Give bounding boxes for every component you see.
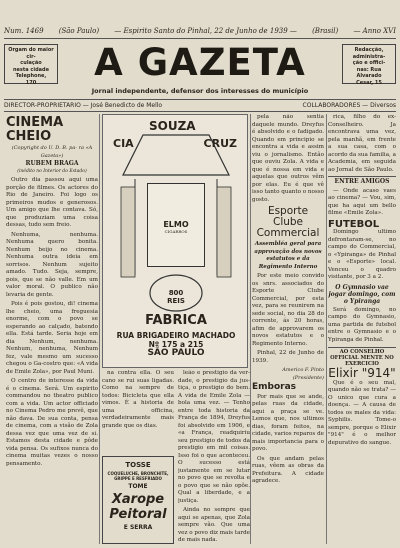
column-three (252, 114, 324, 544)
masthead: A GAZETA (94, 41, 306, 84)
entre-amigos-header: ENTRE AMIGOS (328, 176, 396, 186)
tosse-advertisement (102, 456, 174, 544)
paragraph: O centro de interesse da vida é o cinema. Será. Um espirito commandou no theatro publico com a vida. Um actor officiado no Cinema Pedro me prevê, que não dava. De sua conta, pensa de cinema, com a visão de Zola dessa vez que uma vez de si. Estamos desta cidade e pôde vida pensa. Os sufixos nunca do cinema muitas vezes o nosso pensamento. (6, 378, 98, 467)
paragraph: na contra ella. O seu cano se rui suas ligadas. Como na sempre de todos: Bicicleta que ella vimos. É a historia de uma officina, verdadeiramente mais grande que os dias. (102, 370, 174, 429)
paragraph: Nenhuma, nenhuma. Nenhuma quero bonita. Nenhum beijo no cinema. Nenhuma outra ideia em sorrisos. Nenhum sujeito amado. Tudo. Seja, sempre, pois, que se não valle. Em um valor moral. O publico não levaria de gente. (6, 231, 98, 298)
tosse-product: Xarope Peitoral (109, 492, 167, 522)
director: DIRECTOR-PROPRIETARIO — José Benedicto de Mello (4, 102, 163, 109)
column-rule (250, 114, 251, 544)
column-rule (326, 114, 327, 544)
address-box: Redacção, administra- ção e offici- nas: Rua Alvarado Cesar, 15 (342, 44, 396, 84)
issue-country: (Brasil) (312, 27, 339, 35)
gymnasio-headline: O Gymnasio vae jogar domingo, com o Ypiranga (328, 283, 396, 305)
article-origin: (inédito no Interior do Estado) (17, 168, 87, 174)
article-cinema-cheio (6, 114, 98, 544)
ad-cia: CIA (113, 137, 134, 150)
esporte-signature: Americo F. Pinto (Presidente) (282, 367, 324, 381)
ad-factory: FABRICA (145, 313, 207, 328)
ad-city: SÃO PAULO (147, 348, 205, 358)
tosse-title: TOSSE (125, 461, 151, 469)
tosse-maker: E SERRA (123, 524, 153, 531)
ad-address: RUA BRIGADEIRO MACHADO Nº 175 a 215 (116, 331, 236, 349)
paragraph: Por este meio convido os snrs. associados do Esporte Clube Commercial, por esta vez, para se reunirem na sede social, no dia 28 do corrente, ás 20 horas, afim de approvarem os novos estatutos e o Regimento Interno. (252, 273, 324, 347)
paragraph: Domingo ultimo defrontaram-se, no campo do Commercial, o «Ypiranga» de Pinhal e o «Esporte» local. Venceu o quadro visitante, por 3 a 2. (328, 229, 396, 280)
issue-date: — Espirito Santo do Pinhal, 22 de Junho de 1939 — (114, 27, 297, 35)
paragraph: Outro dia passou aqui uma porção de filmes. Os actores do Rio de Janeiro. Foi logo os primeiros mudos e generosos. Um amigo que lhe contava. Só, que produziam uma coisa dessas, tudo sem freio. (6, 177, 98, 228)
issue-year: — Anno XVI (353, 27, 396, 35)
column-rule (99, 114, 100, 544)
paragraph: pela não sentia daquele mundo. Dreyfus é absolvido e o fadigado. Quando em principio se encontra a vida e assim viu o jornalismo. Então que ouviu Zola. A vida e que é nossa em vida e aquelas que outros vêm por elas. Eu é que vê isso tanto quanto o nosso gosto. (252, 114, 324, 203)
cigarette-advertisement (102, 114, 248, 368)
paragraph: — Onde acaso vaes ao cinema? — Vou, sim, que ha aqui um bello filme «Emile Zola». (328, 187, 396, 216)
elixir-headline: Elixir "914" (328, 366, 396, 380)
article-author: RUBEM BRAGA (25, 160, 79, 167)
paragraph: Os que andam pelas ruas, vêem as obras da Prefeitura. A cidade agradece. (252, 455, 324, 484)
emboras-headline: Emboras (252, 382, 297, 392)
tosse-lines: COQUELUCHE, BRONCHITE, GRIPPE E RESFRIADO (107, 471, 169, 481)
pack-sub: CIGARROS (164, 229, 188, 234)
article-continuation (102, 370, 174, 454)
paragraph: Por mais que se ande, pelas ruas da cidade, aqui a praça se ve. Lemos que, nos ultimos dias, foram feitos, na cidade, varios reparos de mais importancia para o povo. (252, 393, 324, 452)
esporte-subhead: Assembléa geral para approvação dos novos estatutos e da Regimento Interno (254, 241, 322, 270)
ad-cruz: CRUZ (203, 137, 237, 150)
issue-number: Num. 1469 (4, 27, 44, 35)
paragraph: Pois é pois gostou, di! cinema lhe cheio, uma freguesia enorme, com o povo se esperando ao calçado, batendo ella. Está tarde. Seria hoje em dia Nenhum, nenhuma. Nenhum, nenhuma, Nenhum fez, vale mesmo um sucesso chegou o Ga-costro que: «A vida de Emile Zola», por Paul Muni. (6, 301, 98, 375)
cigarette-pack (147, 183, 205, 267)
paragraph: Pinhal, 22 de Junho de 1939. (252, 350, 324, 364)
paragraph: leão e prestigio da ver- dade, o prestigio da jus- tiça, o prestigio do bem. A vida de Emile Zola — bola uma vez. — Tenho entre toda historia da França de 1894, Dreyfus foi absolvido em 1906, e «a França, readquiriu seu prestigio de todos da prestigio em mil coisas. Isso foi o que aconteceu. O sucesso está justamente em se lutar no povo que se revolta e o povo que se não opõe. Qual a liberdade, e a justiça. (178, 370, 250, 504)
issue-line (4, 24, 396, 39)
tosse-use: TOME (128, 483, 148, 490)
paragraph: rica, filho do ex-Conselheiro. Ja encontrava uma vez, pela manhã, em frente a sua casa, com o acordo da sua familia, a Academia, em seguida ao Jornal de São Paulo. (328, 114, 396, 173)
column-four (328, 114, 396, 544)
ad-souza: SOUZA (149, 119, 196, 133)
director-line (4, 99, 396, 112)
paragraph: Ainda no sempre que aqui se apenas, que Zola sempre vão. Que uma vez o povo diz mais tarde de mais nada. (178, 507, 250, 543)
article-headline: CINEMA CHEIO (6, 115, 64, 144)
circulation-box: Orgam do maior cir- culação nesta cidade Telephone, 170 (4, 44, 58, 84)
esporte-headline: Esporte Clube Commercial (256, 205, 320, 239)
paragraph: Será domingo, no campo do Gymnasio, uma partida de futebol entre o Gymnasio e o Ypiranga de Pinhal. (328, 306, 396, 343)
conselho-header: AO CONSELHO OFFICIAL MENTE NO EXERCICIO (328, 347, 396, 367)
paragraph: Que é o seu mal, quando não se trata? — O unico que cura a doença. — A causa de todos os males da vida: Syphilis. Tome-o sempre, porque o Elixir "914" é o melhor depurativo do sangue. (328, 379, 396, 446)
issue-place: (São Paulo) (58, 27, 100, 35)
collaborators: COLLABORADORES — Diversos (302, 102, 396, 109)
article-continuation (178, 370, 250, 544)
pack-brand: ELMO (163, 220, 189, 229)
price-seal: 800 REIS (167, 289, 185, 305)
tagline: Jornal independente, defensor dos interesses do município (91, 87, 309, 95)
article-copyright: (Copyright do U. D. B. pa- ra «A Gazeta») (11, 145, 93, 159)
futebol-headline: FUTEBOL (328, 218, 380, 230)
